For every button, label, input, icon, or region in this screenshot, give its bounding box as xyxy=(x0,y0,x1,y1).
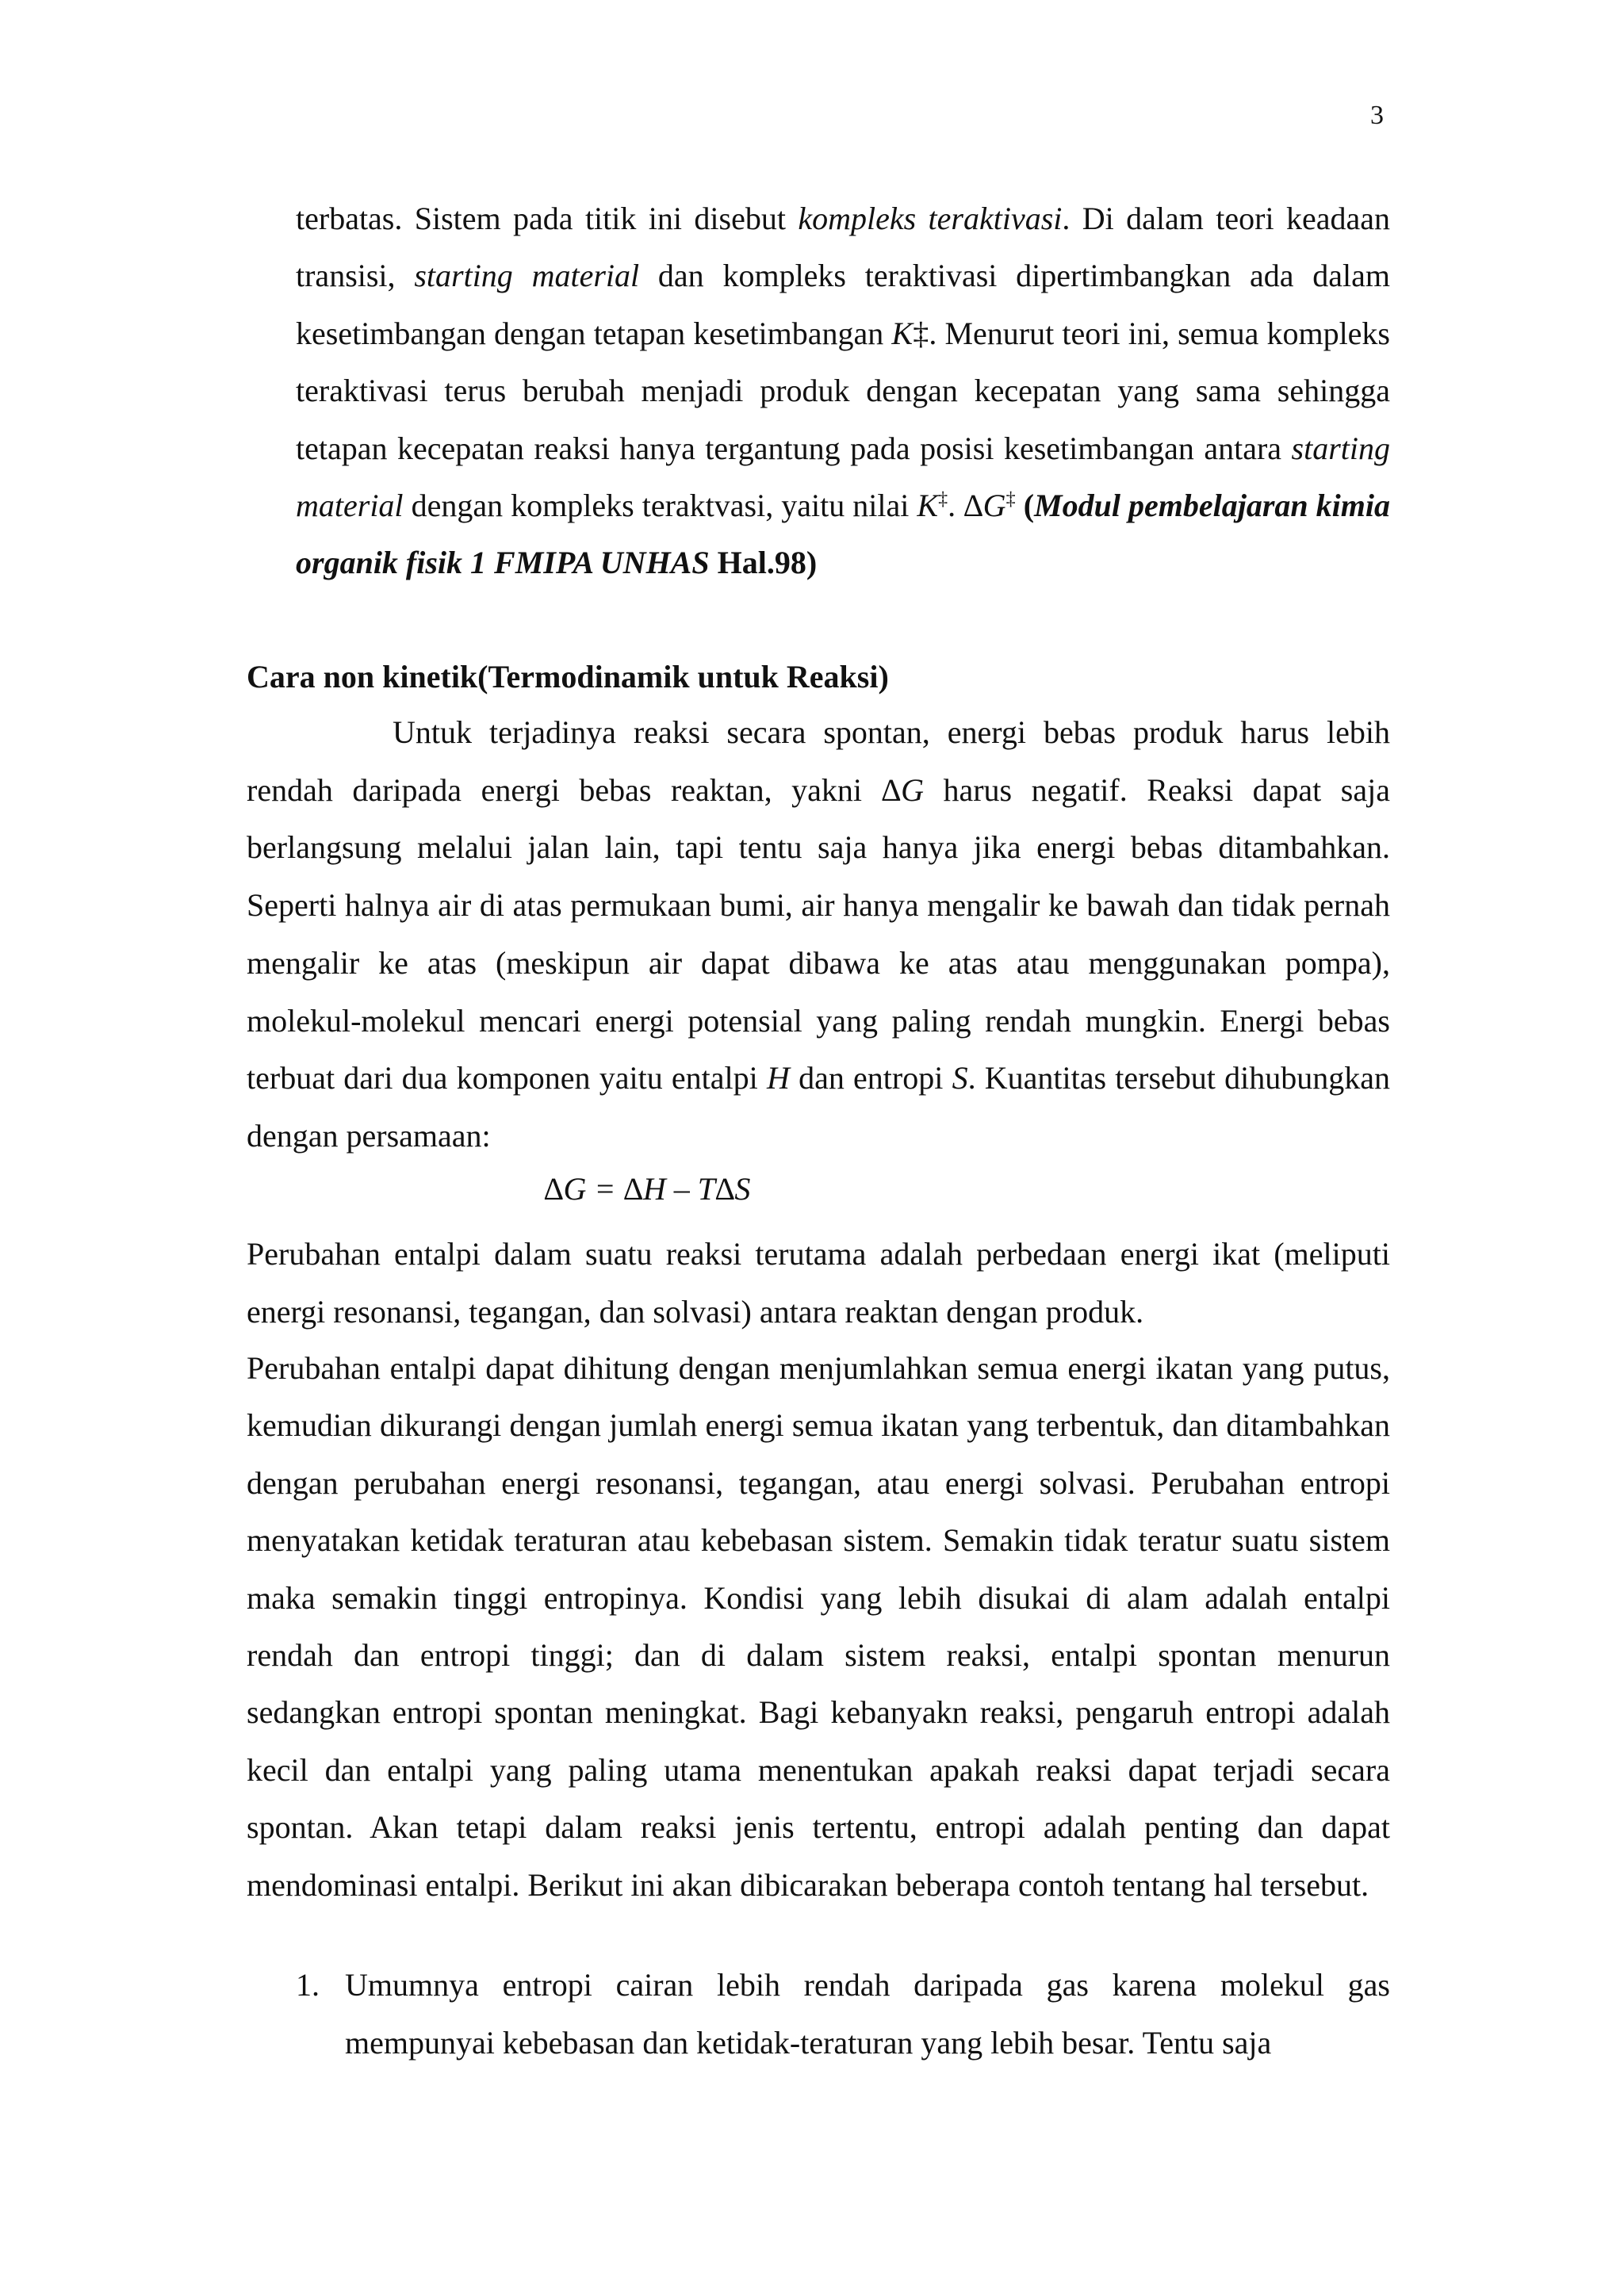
italic-symbol: G xyxy=(901,771,924,808)
citation-source: Modul pembelajaran kimia organik fisik 1 FMIPA UNHAS xyxy=(296,488,1391,581)
paragraph-transition-state xyxy=(296,190,1390,592)
text-run xyxy=(1016,488,1024,523)
text-run: dan kompleks teraktivasi dipertimbangkan ada dalam kesetimbangan dengan tetapan kesetimbangan xyxy=(296,258,1390,351)
text-run: Untuk terjadinya reaksi secara spontan, energi bebas produk harus lebih rendah daripada energi bebas reaktan, yakni ∆ xyxy=(247,714,1390,808)
citation-page: Hal.98) xyxy=(709,545,818,581)
gibbs-equation: ∆G = ∆H – T∆S xyxy=(544,1171,751,1207)
text-run: ‡. Menurut teori ini, semua kompleks teraktivasi terus berubah menjadi produk dengan kecepatan yang sama sehingga tetapan kecepatan reaksi hanya tergantung pada posisi kesetimbangan antara xyxy=(296,315,1391,466)
italic-symbol: G xyxy=(982,488,1006,524)
text-run: . Di dalam teori keadaan transisi, xyxy=(296,201,1390,294)
italic-symbol: S xyxy=(952,1060,968,1096)
paragraph-entropy-change: Perubahan entalpi dapat dihitung dengan menjumlahkan semua energi ikatan yang putus, kemudian dikurangi dengan jumlah energi semua ikatan yang terbentuk, dan ditambahkan dengan perubahan energi resonansi, tegangan, atau energi solvasi. Perubahan entropi menyatakan ketidak teraturan atau kebebasan sistem. Semakin tidak teratur suatu sistem maka semakin tinggi entropinya. Kondisi yang lebih disukai di alam adalah entalpi rendah dan entropi tinggi; dan di dalam sistem reaksi, entalpi spontan menurun sedangkan entropi spontan meningkat. Bagi kebanyakn reaksi, pengaruh entropi adalah kecil dan entalpi yang paling utama menentukan apakah reaksi dapat terjadi secara spontan. Akan tetapi dalam reaksi jenis tertentu, entropi adalah penting dan dapat mendominasi entalpi. Berikut ini akan dibicarakan beberapa contoh tentang hal tersebut. xyxy=(247,1350,1390,1903)
section-heading: Cara non kinetik(Termodinamik untuk Reaksi) xyxy=(247,659,889,695)
page-number: 3 xyxy=(1370,101,1384,130)
numbered-list xyxy=(296,1957,1390,2072)
text-run: harus negatif. Reaksi dapat saja berlangsung melalui jalan lain, tapi tentu saja hanya jika energi bebas ditambahkan. Seperti halnya air di atas permukaan bumi, air hanya mengalir ke bawah dan tidak pernah mengalir ke atas (meskipun air dapat dibawa ke atas atau menggunakan pompa), molekul-molekul mencari energi potensial yang paling rendah mungkin. Energi bebas terbuat dari dua komponen yaitu entalpi xyxy=(247,771,1390,1096)
text-run: dengan kompleks teraktvasi, yaitu nilai xyxy=(403,488,917,524)
text-run: . Kuantitas tersebut dihubungkan dengan persamaan: xyxy=(247,1060,1390,1154)
text-run: dan entropi xyxy=(789,1060,952,1096)
italic-term: starting material xyxy=(296,430,1390,524)
italic-term: kompleks teraktivasi xyxy=(798,201,1063,236)
citation-open: ( xyxy=(1023,488,1035,524)
italic-symbol: K xyxy=(917,488,939,524)
paragraph-enthalpy-change: Perubahan entalpi dalam suatu reaksi terutama adalah perbedaan energi ikat (meliputi energi resonansi, tegangan, dan solvasi) antara reaktan dengan produk. xyxy=(247,1236,1390,1330)
superscript: ‡ xyxy=(1005,488,1016,510)
text-run: . ∆ xyxy=(948,488,983,524)
paragraph-spontaneous-reaction xyxy=(247,704,1390,1165)
list-item xyxy=(296,1957,1390,2072)
italic-term: starting material xyxy=(414,258,640,294)
list-item-text: Umumnya entropi cairan lebih rendah daripada gas karena molekul gas mempunyai kebebasan dan ketidak-teraturan yang lebih besar. Tentu saja xyxy=(345,1967,1390,2061)
list-item-number: 1. xyxy=(296,1967,320,2003)
text-run: terbatas. Sistem pada titik ini disebut xyxy=(296,201,799,236)
italic-symbol: H xyxy=(766,1060,790,1096)
superscript: ‡ xyxy=(938,488,948,510)
italic-symbol: K xyxy=(891,315,914,351)
